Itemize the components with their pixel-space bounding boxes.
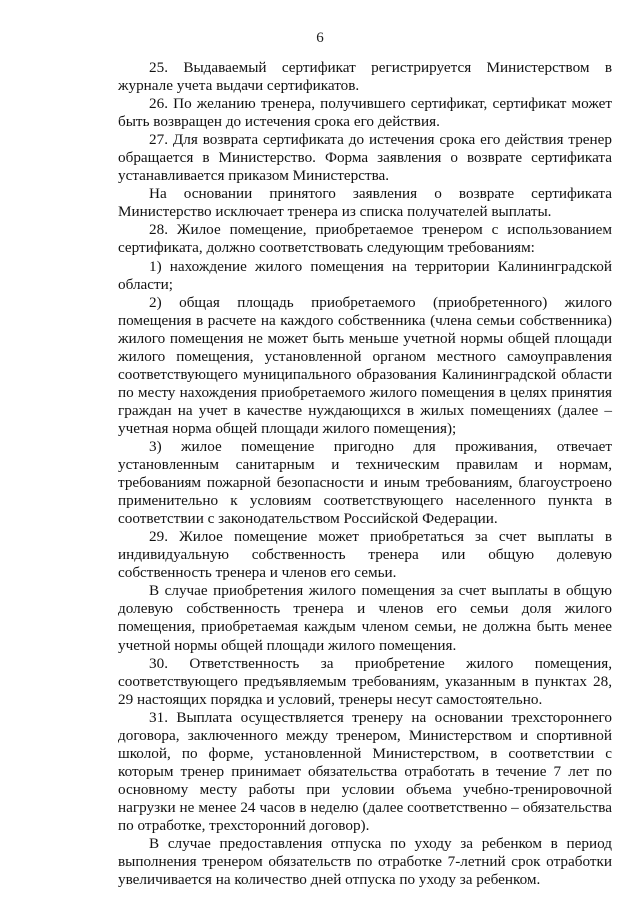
paragraph-31: 31. Выплата осуществляется тренеру на основании трехстороннего договора, заключенного между тренером, Министерством и спортивной школой, по форме, установленной Министерством, в соответствии с которым тренер принимает обязательства отработать в течение 7 лет по основному месту работы при условии объема учебно-тренировочной нагрузки не менее 24 часов в неделю (далее соответственно – обязательства по отработке, трехсторонний договор). <box>118 708 612 834</box>
paragraph-28-item-2: 2) общая площадь приобретаемого (приобретенного) жилого помещения в расчете на каждого собственника (члена семьи собственника) жилого помещения не может быть меньше учетной нормы общей площади жилого помещения, установленной органом местного самоуправления соответствующего муниципального образования Калининградской области по месту нахождения приобретаемого жилого помещения в целях принятия граждан на учет в качестве нуждающихся в жилых помещениях (далее – учетная норма общей площади жилого помещения); <box>118 293 612 437</box>
paragraph-28: 28. Жилое помещение, приобретаемое тренером с использованием сертификата, должно соответствовать следующим требованиям: <box>118 221 612 257</box>
paragraph-26: 26. По желанию тренера, получившего сертификат, сертификат может быть возвращен до истечения срока его действия. <box>118 95 612 131</box>
paragraph-30: 30. Ответственность за приобретение жилого помещения, соответствующего предъявляемым требованиям, указанным в пунктах 28, 29 настоящих порядка и условий, тренеры несут самостоятельно. <box>118 654 612 708</box>
paragraph-29: 29. Жилое помещение может приобретаться за счет выплаты в индивидуальную собственность тренера или общую долевую собственность тренера и членов его семьи. <box>118 528 612 582</box>
document-body <box>118 59 612 889</box>
paragraph-28-item-3: 3) жилое помещение пригодно для проживания, отвечает установленным санитарным и техническим правилам и нормам, требованиям пожарной безопасности и иным требованиям, благоустроено применительно к условиям соответствующего населенного пункта в соответствии с законодательством Российской Федерации. <box>118 437 612 528</box>
paragraph-27: 27. Для возврата сертификата до истечения срока его действия тренер обращается в Министерство. Форма заявления о возврате сертификата устанавливается приказом Министерства. <box>118 131 612 185</box>
paragraph-31-continuation: В случае предоставления отпуска по уходу за ребенком в период выполнения тренером обязательств по отработке 7-летний срок отработки увеличивается на количество дней отпуска по уходу за ребенком. <box>118 835 612 889</box>
paragraph-27-continuation: На основании принятого заявления о возврате сертификата Министерство исключает тренера из списка получателей выплаты. <box>118 185 612 221</box>
paragraph-29-continuation: В случае приобретения жилого помещения за счет выплаты в общую долевую собственность тренера и членов его семьи доля жилого помещения, приобретаемая каждым членом семьи, не должна быть менее учетной нормы общей площади жилого помещения. <box>118 582 612 654</box>
page-number: 6 <box>316 30 324 46</box>
paragraph-25: 25. Выдаваемый сертификат регистрируется Министерством в журнале учета выдачи сертификатов. <box>118 59 612 95</box>
paragraph-28-item-1: 1) нахождение жилого помещения на территории Калининградской области; <box>118 257 612 293</box>
